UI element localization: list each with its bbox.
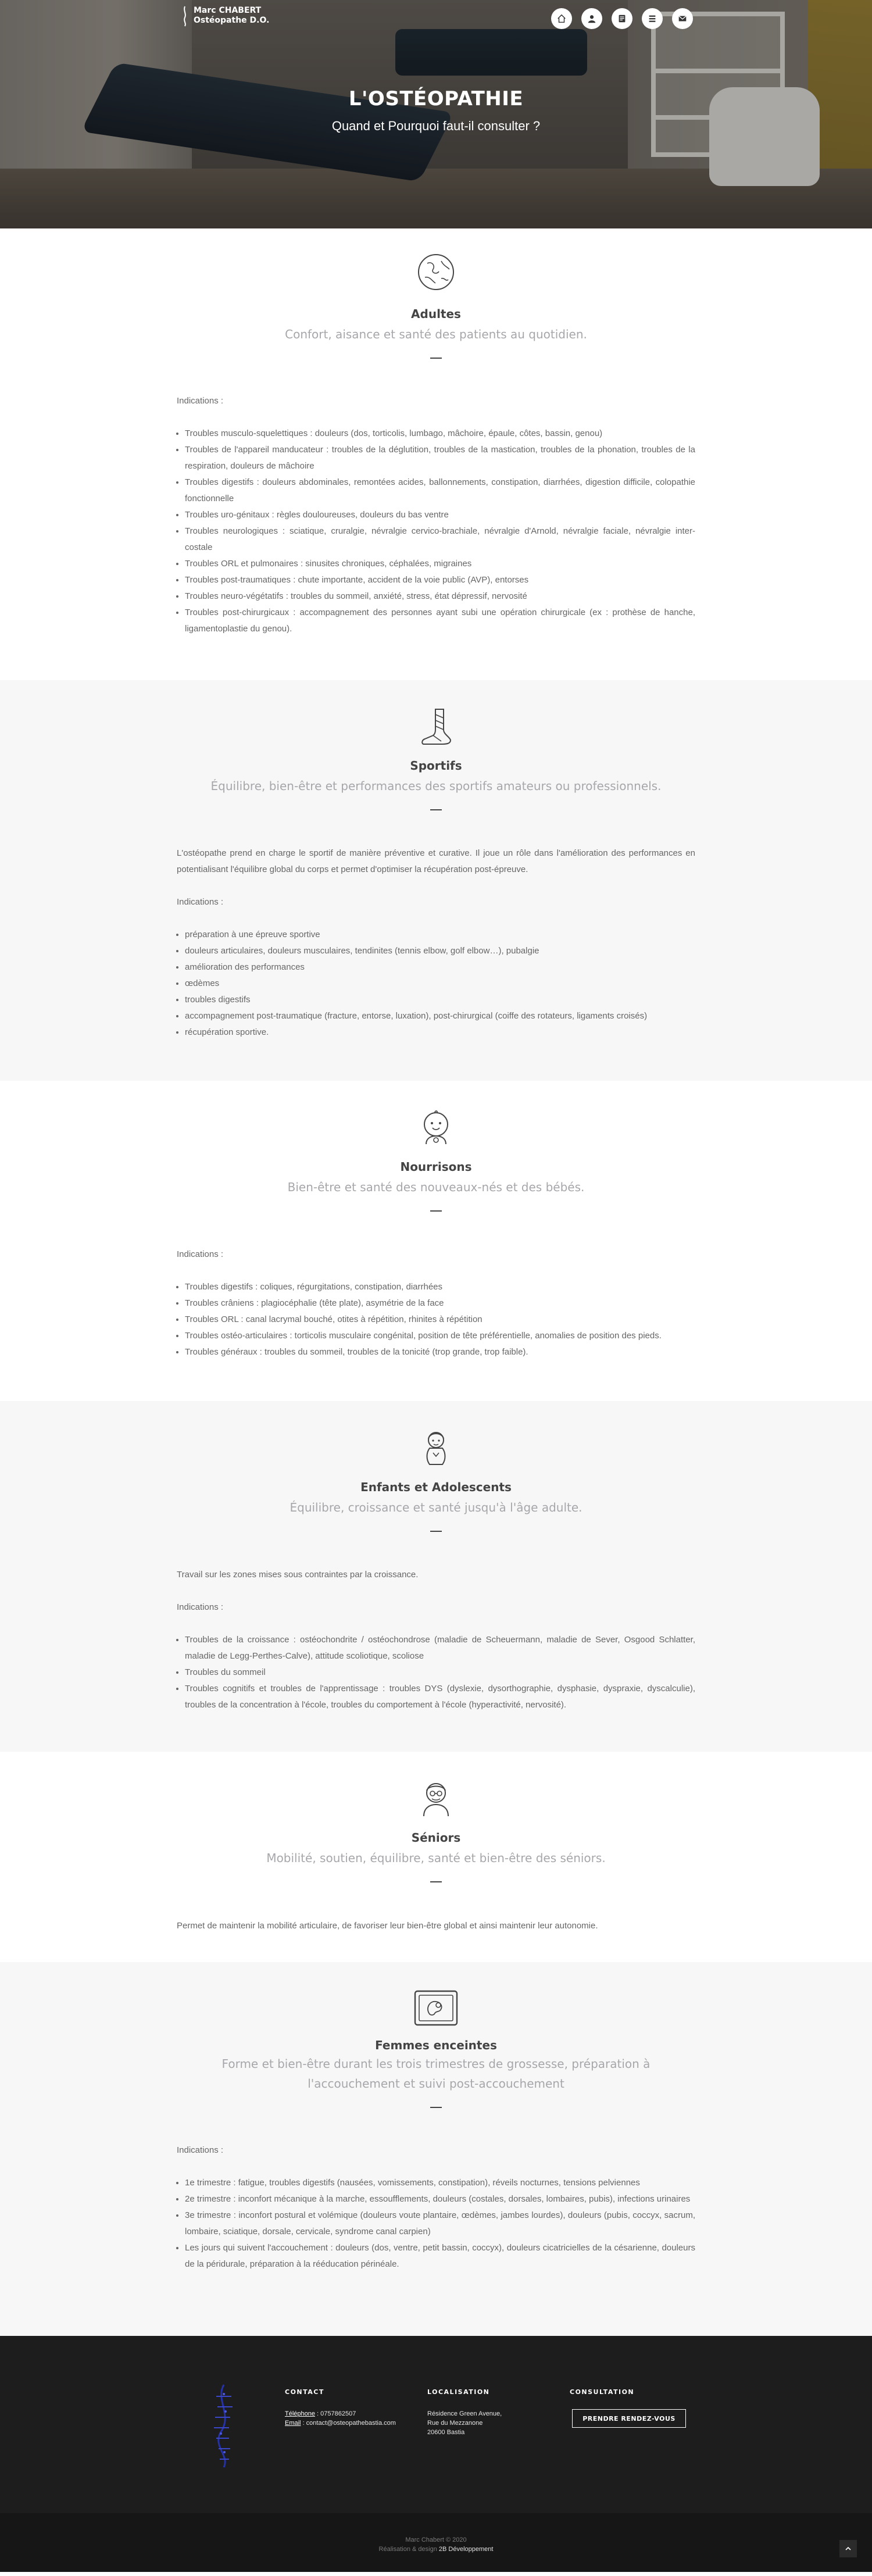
indications-label: Indications : <box>177 1249 224 1259</box>
list-item: • Troubles ostéo-articulaires : torticolis musculaire congénital, position de tête préférentielle, anomalies de position des pieds. <box>185 1328 695 1344</box>
child-icon <box>416 1427 456 1468</box>
nav-services[interactable] <box>642 8 663 29</box>
indications-list <box>177 927 695 1041</box>
section-title: Femmes enceintes <box>375 2038 497 2052</box>
section-divider <box>430 2107 442 2108</box>
list-item: • Troubles ORL et pulmonaires : sinusites chroniques, céphalées, migraines <box>185 556 695 572</box>
list-item: • récupération sportive. <box>185 1024 695 1041</box>
section-femmes-enceintes <box>0 1962 872 2336</box>
section-title: Nourrisons <box>400 1160 472 1174</box>
list-item: • Troubles de la croissance : ostéochondrite / ostéochondrose (maladie de Scheuermann, maladie de Sever, Osgood Schlatter, maladie de Legg-Perthes-Calve), attitude scoliotique, scoliose <box>185 1632 695 1664</box>
list-item: • Troubles neurologiques : sciatique, cruralgie, névralgie cervico-brachiale, névralgie d'Arnold, névralgie faciale, névralgie inter-costale <box>185 523 695 556</box>
section-divider <box>430 809 442 810</box>
phone-label: Téléphone <box>285 2410 315 2417</box>
address-line: Résidence Green Avenue, <box>427 2410 502 2417</box>
baby-icon <box>416 1107 456 1148</box>
email-label: Email <box>285 2420 301 2427</box>
section-title: Séniors <box>411 1831 461 1845</box>
section-content <box>177 845 695 1041</box>
user-icon <box>587 13 597 24</box>
section-subtitle: Équilibre, bien-être et performances des sportifs amateurs ou professionnels. <box>210 779 662 793</box>
list-item: • Troubles de l'appareil manducateur : troubles de la déglutition, troubles de la mastication, troubles de la phonation, troubles de la respiration, douleurs de mâchoire <box>185 442 695 474</box>
footer <box>0 2336 872 2513</box>
page-title: L'OSTÉOPATHIE <box>348 87 524 110</box>
list-item: • Troubles neuro-végétatifs : troubles du sommeil, anxiété, stress, état dépressif, nervosité <box>185 588 695 605</box>
info-icon <box>617 13 627 24</box>
list-item: • 2e trimestre : inconfort mécanique à la marche, essoufflements, douleurs (costales, dorsales, lombaires, pubis), infections urinaires <box>185 2191 695 2207</box>
intro-paragraph: L'ostéopathe prend en charge le sportif de manière préventive et curative. Il joue un rôle dans l'amélioration des performances en potentialisant l'équilibre global du corps et permet d'optimiser la récupération post-épreuve. <box>177 848 695 874</box>
address <box>427 2409 502 2437</box>
nav-contact[interactable] <box>672 8 693 29</box>
section-content <box>177 1567 695 1713</box>
list-item: • Troubles uro-génitaux : règles douloureuses, douleurs du bas ventre <box>185 507 695 523</box>
section-seniors <box>0 1752 872 1962</box>
credit-prefix: Réalisation & design <box>378 2546 437 2553</box>
section-title: Adultes <box>411 307 461 321</box>
section-divider <box>430 1531 442 1532</box>
credits <box>0 2546 872 2553</box>
section-title: Enfants et Adolescents <box>360 1480 512 1494</box>
section-sportifs <box>0 680 872 1081</box>
hero-banner <box>0 0 872 228</box>
section-subtitle: Mobilité, soutien, équilibre, santé et bien-être des séniors. <box>266 1851 606 1865</box>
list-item: • Troubles du sommeil <box>185 1664 695 1681</box>
ultrasound-icon <box>413 1988 459 2028</box>
list-item: • Troubles post-chirurgicaux : accompagnement des personnes ayant subi une opération chirurgicale (ex : prothèse de hanche, ligamentoplastie du genou). <box>185 605 695 637</box>
section-adultes <box>0 228 872 680</box>
credit-link[interactable]: 2B Développement <box>438 2546 494 2553</box>
consultation-heading: CONSULTATION <box>570 2388 635 2396</box>
indications-list <box>177 1279 695 1360</box>
section-content <box>177 1246 695 1360</box>
email-line[interactable] <box>285 2418 396 2428</box>
address-line: 20600 Bastia <box>427 2429 465 2436</box>
intro-paragraph: Permet de maintenir la mobilité articulaire, de favoriser leur bien-être global et ainsi maintenir leur autonomie. <box>177 1921 598 1931</box>
phone-line[interactable] <box>285 2409 356 2418</box>
section-subtitle: Forme et bien-être durant les trois trimestres de grossesse, préparation à l'accouchement et suivi post-accouchement <box>221 2057 651 2091</box>
list-item: • œdèmes <box>185 976 695 992</box>
section-enfants <box>0 1401 872 1752</box>
section-content <box>177 393 695 637</box>
section-nourrisons <box>0 1081 872 1401</box>
list-item: • Troubles digestifs : douleurs abdominales, remontées acides, ballonnements, constipation, diarrhées, digestion difficile, colopathie fonctionnelle <box>185 474 695 507</box>
indications-list <box>177 426 695 637</box>
brand-title: Ostéopathe D.O. <box>194 16 270 25</box>
section-content <box>177 2142 695 2273</box>
address-line: Rue du Mezzanone <box>427 2420 483 2427</box>
location-heading: LOCALISATION <box>427 2388 490 2396</box>
copyright-bar <box>0 2513 872 2572</box>
nav-about[interactable] <box>581 8 602 29</box>
list-item: • Troubles post-traumatiques : chute importante, accident de la voie public (AVP), entorses <box>185 572 695 588</box>
indications-label: Indications : <box>177 897 224 907</box>
section-divider <box>430 1210 442 1212</box>
page-subtitle: Quand et Pourquoi faut-il consulter ? <box>331 119 541 133</box>
book-appointment-button[interactable]: PRENDRE RENDEZ-VOUS <box>572 2409 686 2428</box>
section-subtitle: Bien-être et santé des nouveaux-nés et des bébés. <box>287 1180 585 1194</box>
list-item: • Troubles musculo-squelettiques : douleurs (dos, torticolis, lumbago, mâchoire, épaule, côtes, bassin, genou) <box>185 426 695 442</box>
spine-logo-icon <box>182 6 188 27</box>
list-item: • Les jours qui suivent l'accouchement : douleurs (dos, ventre, petit bassin, coccyx), douleurs cicatricielles de la césarienne, douleurs de la péridurale, préparation à la rééducation périnéale. <box>185 2240 695 2273</box>
spine-logo-icon <box>203 2382 244 2470</box>
indications-list <box>177 2175 695 2273</box>
nav-home[interactable] <box>551 8 572 29</box>
list-item: • 3e trimestre : inconfort postural et volémique (douleurs voute plantaire, œdèmes, jambes lourdes), douleurs (pubis, coccyx, sacrum, lombaire, sciatique, dorsale, cervicale, syndrome canal carpien) <box>185 2207 695 2240</box>
list-item: • amélioration des performances <box>185 959 695 976</box>
list-item: • Troubles crâniens : plagiocéphalie (tête plate), asymétrie de la face <box>185 1295 695 1312</box>
section-divider <box>430 358 442 359</box>
bandaged-foot-icon <box>416 706 456 747</box>
mail-icon <box>677 13 688 24</box>
section-title: Sportifs <box>410 759 462 773</box>
phone-value: : 0757862507 <box>315 2410 356 2417</box>
list-item: • troubles digestifs <box>185 992 695 1008</box>
list-item: • accompagnement post-traumatique (fracture, entorse, luxation), post-chirurgical (coiffe des rotateurs, ligaments croisés) <box>185 1008 695 1024</box>
indications-label: Indications : <box>177 396 224 406</box>
indications-label: Indications : <box>177 1602 224 1612</box>
section-subtitle: Équilibre, croissance et santé jusqu'à l'âge adulte. <box>290 1500 582 1514</box>
section-subtitle: Confort, aisance et santé des patients au quotidien. <box>285 327 587 341</box>
brand-name: Marc CHABERT <box>194 6 262 15</box>
list-item: • Troubles généraux : troubles du sommeil, troubles de la tonicité (trop grande, trop faible). <box>185 1344 695 1360</box>
home-icon <box>556 13 567 24</box>
list-item: • Troubles cognitifs et troubles de l'apprentissage : troubles DYS (dyslexie, dysorthographie, dysphasie, dyspraxie, dyscalculie), troubles de la concentration à l'école, troubles du comportement à l'école (hyperactivité, nervosité). <box>185 1681 695 1713</box>
senior-icon <box>416 1778 456 1818</box>
list-item: • préparation à une épreuve sportive <box>185 927 695 943</box>
copyright-text: Marc Chabert © 2020 <box>405 2536 467 2543</box>
list-item: • Troubles ORL : canal lacrymal bouché, otites à répétition, rhinites à répétition <box>185 1312 695 1328</box>
list-item: • 1e trimestre : fatigue, troubles digestifs (nausées, vomissements, constipation), réveils nocturnes, tensions pelviennes <box>185 2175 695 2191</box>
list-item: • Troubles digestifs : coliques, régurgitations, constipation, diarrhées <box>185 1279 695 1295</box>
brand-logo[interactable] <box>182 6 269 27</box>
chevron-up-icon <box>845 2545 852 2552</box>
section-divider <box>430 1881 442 1882</box>
email-value: : contact@osteopathebastia.com <box>301 2420 396 2427</box>
list-item: • douleurs articulaires, douleurs musculaires, tendinites (tennis elbow, golf elbow…), pubalgie <box>185 943 695 959</box>
nav-info[interactable] <box>612 8 632 29</box>
intro-paragraph: Travail sur les zones mises sous contraintes par la croissance. <box>177 1570 419 1580</box>
section-content <box>177 1918 695 1934</box>
globe-head-icon <box>416 252 456 292</box>
contact-heading: CONTACT <box>285 2388 324 2396</box>
list-icon <box>647 13 657 24</box>
indications-label: Indications : <box>177 2145 224 2155</box>
scroll-to-top-button[interactable] <box>839 2540 857 2557</box>
top-nav <box>551 8 693 29</box>
indications-list <box>177 1632 695 1713</box>
